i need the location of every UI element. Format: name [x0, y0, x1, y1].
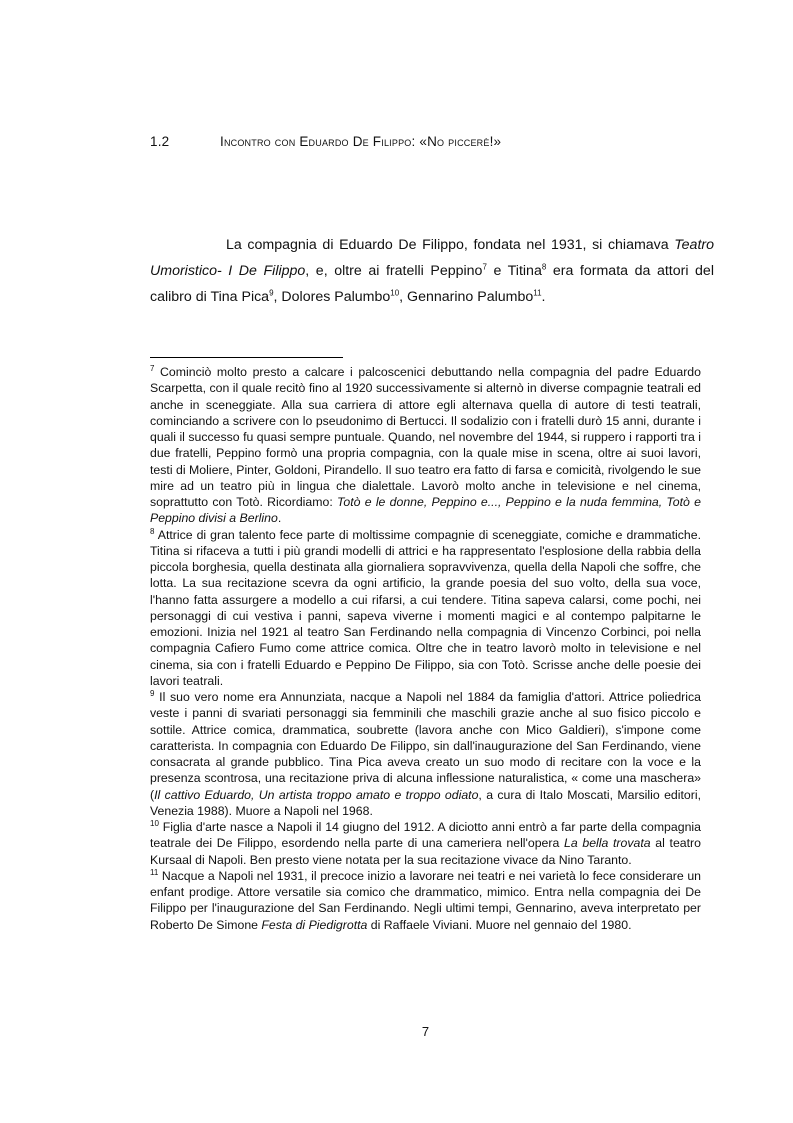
- footnote-text: al teatro Kursaal di Napoli. Ben presto viene notata per la sua recitazione vivace da Nino Taranto.: [150, 836, 701, 867]
- footnote-text: , a cura di Italo Moscati, Marsilio editori, Venezia 1988). Muore a Napoli nel 1968.: [150, 787, 701, 818]
- paragraph-text: La compagnia di Eduardo De Filippo, fondata nel 1931, si chiamava: [226, 237, 675, 253]
- footnote-8: [150, 527, 701, 690]
- footnote-number: 9: [150, 688, 155, 698]
- footnote-italic: Festa di Piedigrotta: [261, 917, 368, 932]
- paragraph-text: , e, oltre ai fratelli Peppino: [305, 263, 483, 279]
- footnote-italic: Il cattivo Eduardo, Un artista troppo amato e troppo odiato: [154, 787, 479, 802]
- footnote-text: Cominciò molto presto a calcare i palcoscenici debuttando nella compagnia del padre Eduardo Scarpetta, con il quale recitò fino al 1920 successivamente si alternò in diverse compagnie teatrali ed anche in sceneggiate. Alla sua carriera di attore egli alternava quella di autore di testi teatrali, cominciando a scrivere con lo pseudonimo di Bertucci. Il sodalizio con i fratelli durò 15 anni, durante i quali il successo fu quasi sempre puntuale. Quando, nel novembre del 1944, si ruppero i rapporti tra i due fratelli, Peppino formò una propria compagnia, con la quale mise in scena, oltre ai suoi lavori, testi di Moliere, Pinter, Goldoni, Pirandello. Il suo teatro era fatto di farsa e comicità, rivolgendo le sue mire ad un teatro più in lingua che dialettale. Lavorò molto anche in televisione e nel cinema, soprattutto con Totò. Ricordiamo:: [150, 365, 701, 509]
- footnote-italic: La bella trovata: [564, 836, 651, 851]
- paragraph-text: , Dolores Palumbo: [273, 289, 391, 305]
- footnote-number: 7: [150, 363, 155, 373]
- footnote-ref-7[interactable]: 7: [482, 262, 487, 272]
- footnote-ref-8[interactable]: 8: [541, 262, 547, 272]
- footnote-number: 8: [150, 526, 155, 536]
- page-number: 7: [421, 1024, 430, 1039]
- footnote-separator: [150, 357, 343, 358]
- section-heading: [150, 134, 710, 149]
- footnote-number: 11: [150, 867, 159, 877]
- footnotes: [150, 364, 701, 933]
- footnote-text: .: [277, 511, 282, 526]
- paragraph-text: e Titina: [486, 263, 542, 279]
- footnote-italic: Totò e le donne, Peppino e..., Peppino e la nuda femmina, Totò e Peppino divisi a Berlino: [150, 495, 701, 526]
- footnote-ref-10[interactable]: 10: [390, 288, 400, 298]
- footnote-7: [150, 364, 701, 527]
- footnote-text: Attrice di gran talento fece parte di moltissime compagnie di sceneggiate, comiche e drammatiche. Titina si rifaceva a tutti i più grandi modelli di attrici e ha rappresentato l'esplosione della rabbia della piccola borghesia, quella destinata alla giornaliera sopravvivenza, quella della Napoli che soffre, che lotta. La sua recitazione scevra da ogni artificio, la grande poesia del suo volto, della sua voce, l'hanno fatta assurgere a modello a cui rifarsi, a cui tendere. Titina sapeva calarsi, come pochi, nei personaggi di cui vestiva i panni, sapeva viverne i momenti magici e al contempo palpitarne le emozioni. Inizia nel 1921 al teatro San Ferdinando nella compagnia di Vincenzo Corbinci, poi nella compagnia Cafiero Fumo come attrice comica. Oltre che in teatro lavorò molto in televisione e nel cinema, sia con i fratelli Eduardo e Peppino De Filippo, sia con Totò. Scrisse anche delle poesie dei lavori teatrali.: [150, 527, 701, 688]
- paragraph-text: .: [541, 289, 546, 305]
- footnote-ref-11[interactable]: 11: [533, 288, 542, 298]
- footnote-10: [150, 819, 701, 868]
- body-paragraph: [150, 232, 714, 310]
- footnote-text: Nacque a Napoli nel 1931, il precoce inizio a lavorare nei teatri e nei varietà lo fece considerare un enfant prodige. Attore versatile sia comico che drammatico, mimico. Entra nella compagnia dei De Filippo per l'inaugurazione del San Ferdinando. Negli ultimi tempi, Gennarino, aveva interpretato per Roberto De Simone: [150, 868, 701, 932]
- section-number: 1.2: [150, 134, 170, 149]
- footnote-text: Figlia d'arte nasce a Napoli il 14 giugno del 1912. A diciotto anni entrò a far parte della compagnia teatrale dei De Filippo, esordendo nella parte di una cameriera nell'opera: [150, 820, 701, 851]
- footnote-ref-9[interactable]: 9: [269, 288, 274, 298]
- footnote-text: Il suo vero nome era Annunziata, nacque a Napoli nel 1884 da famiglia d'attori. Attrice poliedrica veste i panni di svariati personaggi sia femminili che maschili grazie anche al suo fisico piccolo e sottile. Attrice comica, drammatica, soubrette (lavora anche con Mico Galdieri), s'impone come caratterista. In compagnia con Eduardo De Filippo, sin dall'inaugurazione del San Ferdinando, viene consacrata al grande pubblico. Tina Pica aveva creato un suo modo di recitare con la voce e la presenza scontrosa, una recitazione priva di alcuna inflessione naturalistica, « come una maschera» (: [150, 690, 701, 802]
- paragraph-text: , Gennarino Palumbo: [399, 289, 534, 305]
- footnote-9: [150, 689, 701, 819]
- footnote-text: di Raffaele Viviani. Muore nel gennaio del 1980.: [367, 917, 632, 932]
- footnote-11: [150, 868, 701, 933]
- section-title: Incontro con Eduardo De Filippo: «No piccerè!»: [220, 134, 502, 149]
- footnote-number: 10: [150, 818, 159, 828]
- paragraph-text: era formata da attori del calibro di Tina Pica: [150, 263, 714, 305]
- company-name: Teatro Umoristico- I De Filippo: [150, 237, 714, 279]
